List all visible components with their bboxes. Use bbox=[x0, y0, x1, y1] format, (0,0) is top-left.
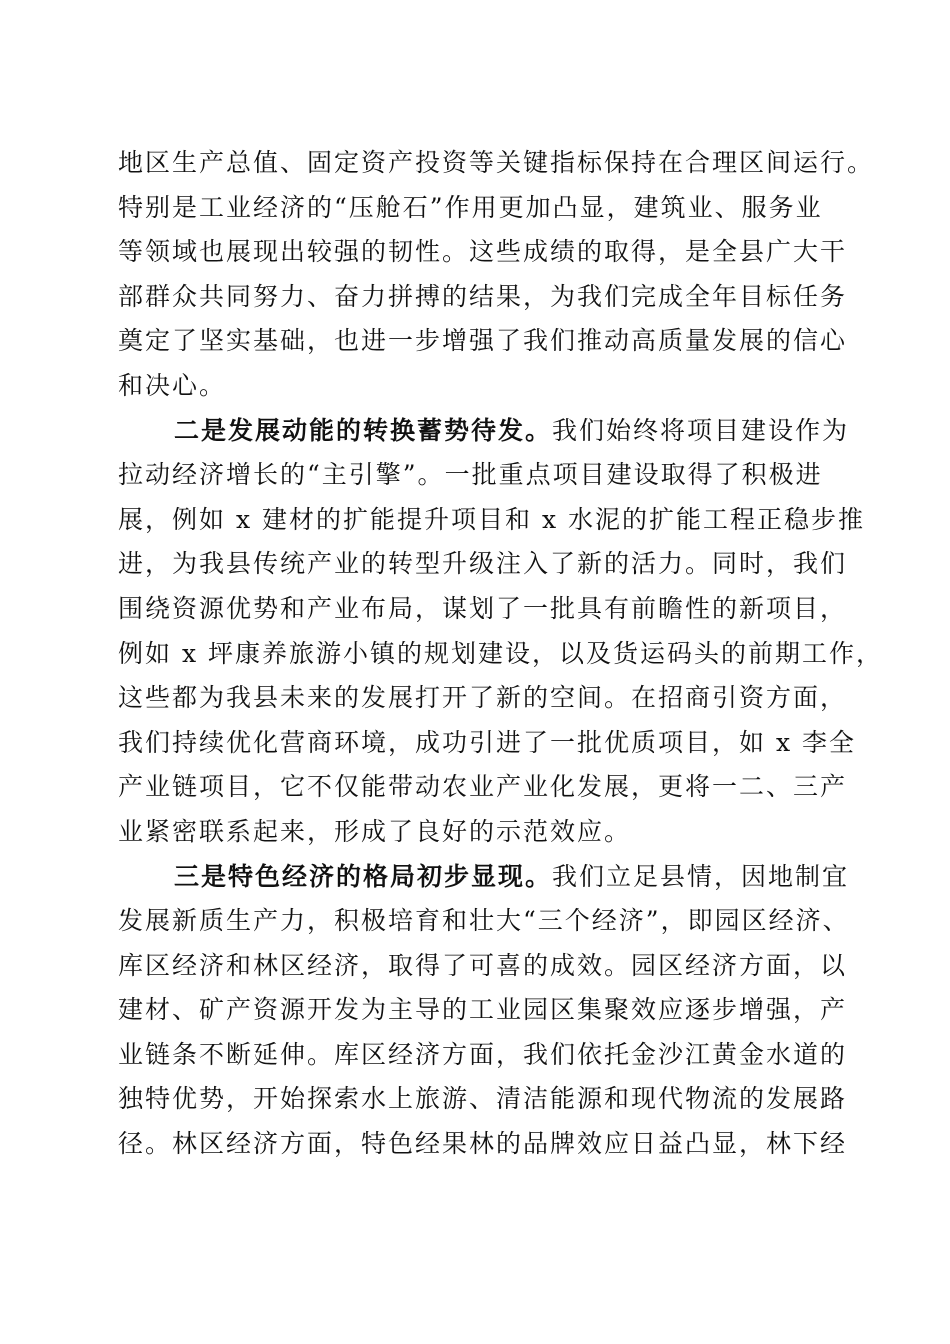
paragraph-2-line: 进，为我县传统产业的转型升级注入了新的活力。同时，我们 bbox=[118, 549, 848, 579]
paragraph-3-first-line-text: 我们立足县情，因地制宜 bbox=[552, 861, 850, 891]
paragraph-3-line: 径。林区经济方面，特色经果林的品牌效应日益凸显，林下经 bbox=[118, 1129, 848, 1159]
paragraph-3-line: 建材、矿产资源开发为主导的工业园区集聚效应逐步增强，产 bbox=[118, 995, 848, 1025]
paragraph-3-heading: 三是特色经济的格局初步显现。 bbox=[174, 861, 553, 891]
document-body bbox=[118, 141, 883, 1167]
paragraph-1-line: 和决心。 bbox=[118, 370, 227, 400]
paragraph-2 bbox=[118, 409, 883, 855]
paragraph-1 bbox=[118, 141, 875, 409]
paragraph-3 bbox=[118, 855, 850, 1167]
paragraph-2-line: 拉动经济增长的“主引擎”。一批重点项目建设取得了积极进 bbox=[118, 460, 823, 490]
paragraph-2-line: 我们持续优化营商环境，成功引进了一批优质项目，如 x 李全 bbox=[118, 727, 856, 757]
paragraph-2-first-line bbox=[118, 409, 850, 454]
paragraph-2-line: 展，例如 x 建材的扩能提升项目和 x 水泥的扩能工程正稳步推 bbox=[118, 504, 865, 534]
paragraph-1-line: 部群众共同努力、奋力拼搏的结果，为我们完成全年目标任务 bbox=[118, 281, 848, 311]
paragraph-2-line: 这些都为我县未来的发展打开了新的空间。在招商引资方面， bbox=[118, 683, 848, 713]
paragraph-1-line: 地区生产总值、固定资产投资等关键指标保持在合理区间运行。 bbox=[118, 148, 875, 177]
paragraph-3-line: 发展新质生产力，积极培育和壮大“三个经济”，即园区经济、 bbox=[118, 906, 850, 936]
paragraph-2-heading: 二是发展动能的转换蓄势待发。 bbox=[174, 415, 553, 445]
paragraph-2-line: 业紧密联系起来，形成了良好的示范效应。 bbox=[118, 816, 632, 846]
paragraph-3-first-line bbox=[118, 855, 850, 900]
paragraph-3-line: 库区经济和林区经济，取得了可喜的成效。园区经济方面，以 bbox=[118, 950, 848, 980]
paragraph-1-line: 奠定了坚实基础，也进一步增强了我们推动高质量发展的信心 bbox=[118, 326, 848, 356]
paragraph-2-line: 产业链项目，它不仅能带动农业产业化发展，更将一二、三产 bbox=[118, 772, 848, 802]
paragraph-1-line: 特别是工业经济的“压舱石”作用更加凸显，建筑业、服务业 bbox=[118, 192, 823, 222]
paragraph-2-line: 例如 x 坪康养旅游小镇的规划建设，以及货运码头的前期工作， bbox=[118, 638, 883, 668]
paragraph-3-line: 业链条不断延伸。库区经济方面，我们依托金沙江黄金水道的 bbox=[118, 1039, 848, 1069]
paragraph-2-line: 围绕资源优势和产业布局，谋划了一批具有前瞻性的新项目， bbox=[118, 593, 848, 623]
paragraph-1-line: 等领域也展现出较强的韧性。这些成绩的取得，是全县广大干 bbox=[118, 237, 848, 267]
paragraph-2-first-line-text: 我们始终将项目建设作为 bbox=[552, 415, 850, 445]
paragraph-3-line: 独特优势，开始探索水上旅游、清洁能源和现代物流的发展路 bbox=[118, 1084, 848, 1114]
